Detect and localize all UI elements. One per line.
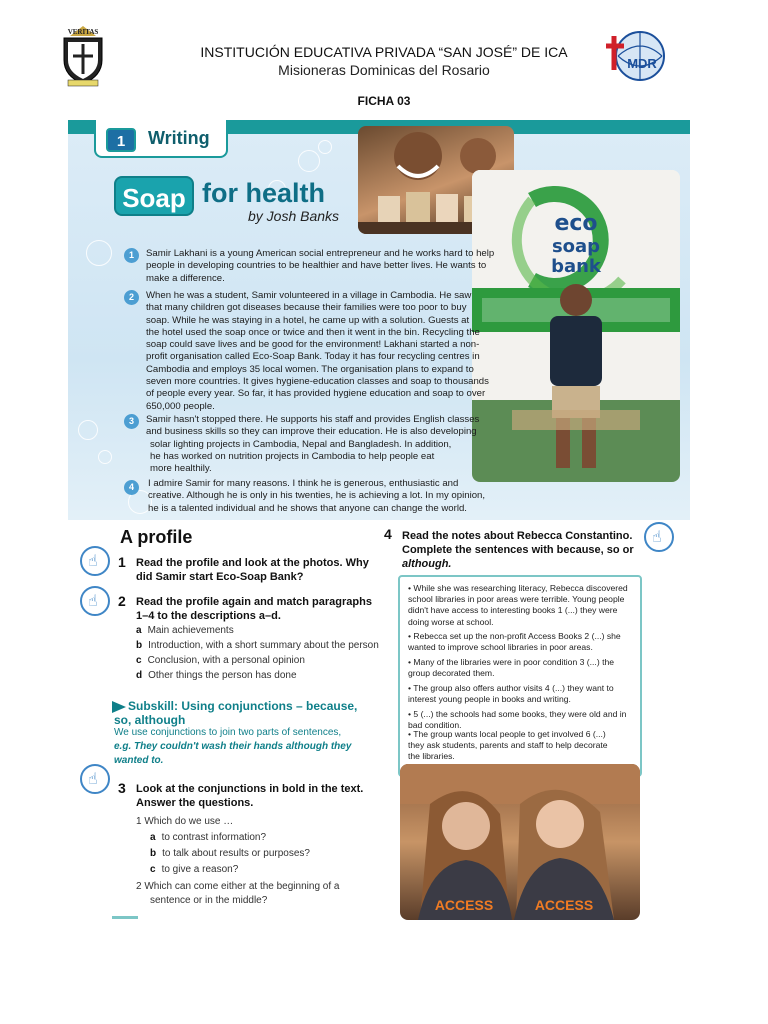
- question-line: although.: [402, 558, 452, 570]
- question-line: Look at the conjunctions in bold in the text.: [136, 783, 364, 795]
- paragraph-line: solar lighting projects in Cambodia, Nepal and Bangladesh. In addition,: [150, 438, 452, 450]
- article-paragraph-2: [146, 290, 489, 413]
- note-item: • While she was researching literacy, Rebecca discovered school libraries in poor areas were terrible. Young people didn't have access to interesting books 1 (...) they were doing worse at school.: [408, 583, 628, 627]
- option-a: a to contrast information?: [150, 832, 267, 843]
- question-number: 1: [118, 554, 126, 570]
- paragraph-line: Samir Lakhani is a young American social entrepreneur and he works hard to help: [146, 248, 495, 259]
- question-number: 2: [118, 593, 126, 609]
- photo-samir-eco-soap-bank: [472, 170, 680, 482]
- option-b: b Introduction, with a short summary about the person: [136, 640, 379, 651]
- question-1-text: [136, 556, 369, 584]
- institution-title: INSTITUCIÓN EDUCATIVA PRIVADA “SAN JOSÉ” DE ICA: [200, 44, 568, 60]
- sub-question-line: sentence or in the middle?: [150, 895, 268, 906]
- question-line: Read the notes about Rebecca Constantino.: [402, 530, 633, 542]
- svg-text:soap: soap: [551, 236, 601, 257]
- subskill-title-line: Subskill: Using conjunctions – because,: [128, 699, 358, 713]
- document-header: [0, 0, 768, 120]
- paragraph-line: When he was a student, Samir volunteered in a village in Cambodia. He saw: [146, 290, 472, 301]
- option-b: b to talk about results or purposes?: [150, 848, 310, 859]
- paragraph-line: people in developing countries to be healthier and have better lives. He wants to: [146, 260, 487, 272]
- question-line: Read the profile again and match paragraphs: [136, 596, 372, 608]
- subskill-text: [114, 726, 384, 768]
- paragraph-line: he is a talented individual and he shows that anyone can change the world.: [148, 502, 467, 514]
- question-line: did Samir start Eco-Soap Bank?: [136, 571, 304, 583]
- paragraph-line: profit organisation called Eco-Soap Bank. Today it has four recycling centres in: [146, 351, 480, 363]
- paragraph-line: he has worked on nutrition projects in Cambodia to help people eat: [150, 450, 435, 462]
- svg-text:bank: bank: [551, 256, 601, 277]
- paragraph-line: Cambodia and employs 35 local women. The organisation plans to expand to: [146, 363, 474, 375]
- paragraph-line: 650,000 people.: [146, 400, 215, 412]
- question-number: 3: [118, 780, 126, 796]
- question-line: Read the profile and look at the photos. Why: [136, 557, 369, 569]
- note-item: • Many of the libraries were in poor condition 3 (...) the group decorated them.: [408, 657, 615, 679]
- subskill-title: [114, 699, 374, 727]
- title-rest: for health: [202, 178, 326, 208]
- hand-tap-icon: ☝: [80, 546, 110, 576]
- hand-tap-icon: ☝: [80, 764, 110, 794]
- subskill-text-line: We use conjunctions to join two parts of sentences,: [114, 727, 342, 738]
- decor-bubble: [98, 450, 112, 464]
- bottom-accent-line: [112, 916, 138, 919]
- unit-number: 1: [106, 128, 136, 152]
- paragraph-line: seven more countries. It gives hygiene-education classes and soap to thousands: [146, 376, 489, 388]
- paragraph-line: make a difference.: [146, 272, 225, 284]
- option-c: c to give a reason?: [150, 864, 239, 875]
- svg-text:MDR: MDR: [627, 56, 657, 71]
- worksheet-number: FICHA 03: [357, 94, 411, 108]
- paragraph-line: of people every year. So far, it has provided hygiene education and soap to over: [146, 388, 486, 400]
- subskill-text-line: wanted to.: [114, 755, 164, 766]
- option-a: a Main achievements: [136, 625, 234, 636]
- decor-bubble: [86, 240, 112, 266]
- question-4-text: [402, 529, 634, 571]
- note-item: • Rebecca set up the non-profit Access Books 2 (...) she wanted to improve school libraries in poor areas.: [408, 631, 621, 653]
- decor-bubble: [78, 420, 98, 440]
- section-title-a-profile: A profile: [120, 527, 193, 547]
- hand-tap-icon: ☝: [644, 522, 674, 552]
- sub-question-1: 1 Which do we use …: [136, 816, 234, 827]
- question-2-text: [136, 595, 372, 623]
- question-3-text: [136, 782, 363, 810]
- question-line: 1–4 to the descriptions a–d.: [136, 610, 281, 622]
- paragraph-line: the hotel used the soap once or twice and then it went in the bin. Recycling the: [146, 326, 480, 338]
- article-byline: by Josh Banks: [248, 208, 340, 224]
- article-paragraph-3: [146, 414, 479, 475]
- worksheet-page: [68, 120, 690, 920]
- note-item: • The group wants local people to get involved 6 (...) they ask students, parents and staff to help decorate the libraries.: [408, 729, 608, 762]
- paragraph-line: more healthily.: [150, 463, 212, 475]
- decor-bubble: [318, 140, 332, 154]
- unit-label: Writing: [148, 128, 210, 148]
- paragraph-line: Samir hasn't stopped there. He supports his staff and provides English classes: [146, 414, 480, 425]
- paragraph-line: that many children got diseases because their families were too poor to buy: [146, 302, 467, 314]
- article-paragraph-4: [148, 478, 485, 515]
- subskill-title-line: so, although: [114, 713, 186, 727]
- paragraph-number: 4: [124, 480, 139, 495]
- question-line: Answer the questions.: [136, 797, 254, 809]
- notes-box: [398, 575, 642, 777]
- paragraph-line: creative. Although he is only in his twenties, he is achieving a lot. In my opinion,: [148, 490, 486, 502]
- svg-text:ACCESS: ACCESS: [434, 897, 494, 913]
- paragraph-line: I admire Samir for many reasons. I think he is generous, enthusiastic and: [148, 478, 459, 489]
- paragraph-number: 1: [124, 248, 139, 263]
- subskill-text-line: e.g. They couldn't wash their hands although they: [114, 741, 352, 752]
- question-line: Complete the sentences with because, so or: [402, 544, 634, 556]
- photo-rebecca-constantino: [400, 764, 640, 920]
- hand-tap-icon: ☝: [80, 586, 110, 616]
- sub-question-line: 2 Which can come either at the beginning of a: [136, 881, 340, 892]
- article-paragraph-1: [146, 248, 494, 285]
- paragraph-line: soap could save lives and be good for the environment! Lakhani started a non-: [146, 339, 480, 351]
- paragraph-number: 3: [124, 414, 139, 429]
- decor-bubble: [298, 150, 320, 172]
- sub-question-2: [136, 880, 339, 908]
- question-number: 4: [384, 526, 392, 542]
- paragraph-number: 2: [124, 290, 139, 305]
- unit-tab: [94, 120, 228, 158]
- note-item: • 5 (...) the schools had some books, they were old and in bad condition.: [408, 709, 627, 731]
- svg-text:ACCESS: ACCESS: [534, 897, 594, 913]
- mdr-globe-logo: [604, 26, 668, 86]
- institution-subtitle: Misioneras Dominicas del Rosario: [278, 62, 490, 78]
- svg-text:VERITAS: VERITAS: [67, 28, 99, 36]
- title-soap-box: Soap: [114, 176, 194, 216]
- note-item: • The group also offers author visits 4 (...) they want to interest young people in books and writing.: [408, 683, 614, 705]
- option-d: d Other things the person has done: [136, 670, 297, 681]
- veritas-crest-logo: [58, 22, 108, 88]
- svg-text:eco: eco: [554, 211, 598, 236]
- option-c: c Conclusion, with a personal opinion: [136, 655, 305, 666]
- paragraph-line: soap. While he was staying in a hotel, he came up with a solution. Guests at: [146, 314, 470, 326]
- paragraph-line: and business skills so they can improve their education. He is also developing: [146, 426, 477, 438]
